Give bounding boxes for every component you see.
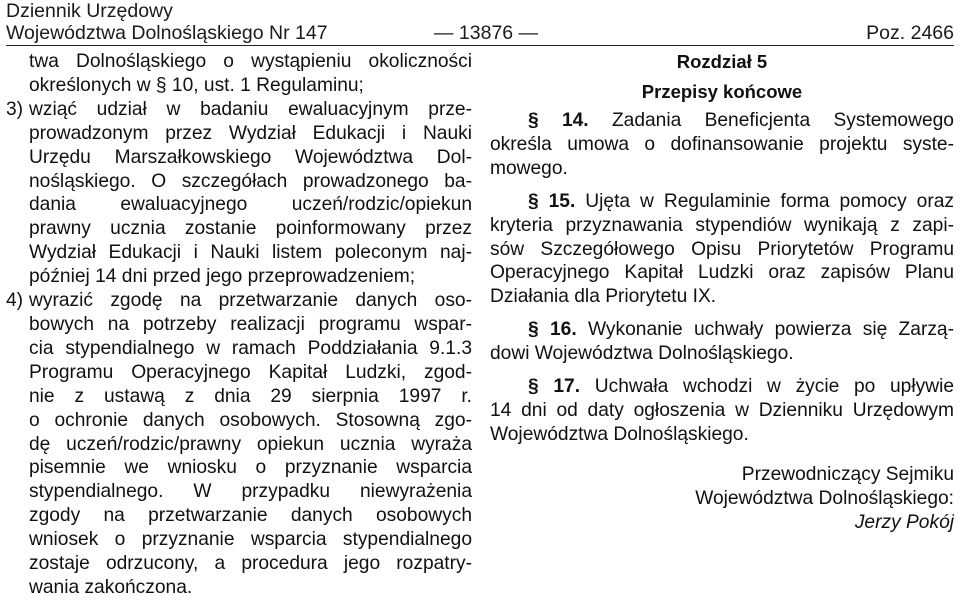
signature-role: Przewodniczący Sejmiku (741, 463, 954, 485)
text-line: pisemnie we wniosku o przyznanie wsparcia (29, 457, 472, 479)
list-number: 4) (6, 290, 24, 312)
paragraph-14 (490, 109, 954, 181)
text-line (490, 375, 954, 399)
text-line: prawny ucznia zostanie poinformowany przez (29, 218, 472, 240)
paragraph-symbol: § 16. (528, 319, 577, 341)
text-line: Urzędu Marszałkowskiego Województwa Dol- (29, 146, 472, 168)
text-line: Województwa Dolnośląskiego. (490, 423, 749, 445)
list-number: 3) (6, 98, 24, 120)
list-item-4 (6, 289, 472, 313)
header-issue-line (6, 22, 954, 46)
text-line: dowi Województwa Dolnośląskiego. (490, 343, 794, 365)
text-line (490, 318, 954, 342)
text-line: 14 dni od daty ogłoszenia w Dzienniku Urzędowym (490, 399, 954, 421)
text-line: twa Dolnośląskiego o wystąpieniu okoliczności (29, 51, 472, 72)
text-line: nośląskiego. O szczegółach prowadzonego ba- (29, 170, 472, 192)
text-line: cia stypendialnego w ramach Poddziałania 9.1.3 (29, 337, 472, 359)
signature-block (490, 463, 954, 535)
paragraph-text: Zadania Beneficjenta Systemowego (611, 110, 954, 131)
signature-name: Jerzy Pokój (854, 511, 954, 533)
position-number: Poz. 2466 (866, 22, 954, 44)
paragraph-17 (490, 375, 954, 447)
text-line: sów Szczegółowego Opisu Priorytetów Programu (490, 238, 954, 260)
text-line: o ochronie danych osobowych. Stosowną zgo- (29, 409, 472, 431)
text-line: nie z ustawą z dnia 29 sierpnia 1997 r. (29, 385, 472, 407)
text-line: określonych w § 10, ust. 1 Regulaminu; (29, 74, 364, 96)
text-line: dania ewaluacyjnego uczeń/rodzic/opiekun (29, 194, 472, 216)
signature-body: Województwa Dolnośląskiego: (695, 487, 954, 509)
text-line: później 14 dni przed jego przeprowadzeniem; (29, 266, 416, 288)
list-item-text: wyrazić zgodę na przetwarzanie danych oso- (29, 290, 472, 312)
list-item-3 (6, 98, 472, 122)
text-line: Programu Operacyjnego Kapitał Ludzki, zgod- (29, 361, 472, 383)
text-line: bowych na potrzeby realizacji programu wspar- (29, 313, 472, 335)
text-line: mowego. (490, 157, 568, 179)
paragraph-text: Ujęta w Regulaminie forma pomocy oraz (585, 190, 954, 212)
text-line: dę uczeń/rodzic/prawny opiekun ucznia wyraża (29, 433, 472, 455)
list-item-text: wziąć udział w badaniu ewaluacyjnym prze- (29, 98, 472, 120)
right-column (490, 50, 954, 535)
text-line: Działania dla Priorytetu IX. (490, 286, 717, 308)
left-column (6, 50, 472, 600)
text-line: prowadzonym przez Wydział Edukacji i Nauki (29, 122, 472, 144)
chapter-title: Rozdział 5 (676, 51, 768, 72)
paragraph-symbol: § 15. (528, 190, 576, 212)
text-line: wania zakończona. (29, 576, 193, 598)
journal-title: Dziennik Urzędowy (6, 0, 173, 22)
paragraph-text: Wykonanie uchwały powierza się Zarzą- (587, 319, 954, 341)
paragraph-symbol: § 14. (528, 110, 589, 131)
paragraph-15 (490, 190, 954, 310)
text-line (490, 109, 954, 133)
text-line: Wydział Edukacji i Nauki listem poleconym naj- (29, 242, 472, 264)
chapter-subtitle: Przepisy końcowe (641, 81, 803, 102)
text-line: określa umowa o dofinansowanie projektu syste- (490, 133, 954, 155)
paragraph-symbol: § 17. (528, 376, 581, 398)
text-line (490, 190, 954, 214)
paragraph-text: Uchwała wchodzi w życie po upływie (594, 376, 954, 398)
text-line: wniosek o przyznanie wsparcia stypendialnego (29, 529, 472, 551)
journal-issue: Województwa Dolnośląskiego Nr 147 (6, 22, 328, 44)
paragraph-16 (490, 318, 954, 366)
text-line: kryteria przyznawania stypendiów wynikają z zapi- (490, 214, 954, 236)
text-line: stypendialnego. W przypadku niewyrażenia (29, 481, 472, 503)
text-line: zostaje odrzucony, a procedura jego rozpatry- (29, 553, 472, 575)
text-line: Operacyjnego Kapitał Ludzki oraz zapisów Planu (490, 262, 954, 284)
page-number: — 13876 — (434, 22, 539, 44)
document-header (6, 0, 954, 46)
text-line: zgody na przetwarzanie danych osobowych (29, 505, 472, 527)
